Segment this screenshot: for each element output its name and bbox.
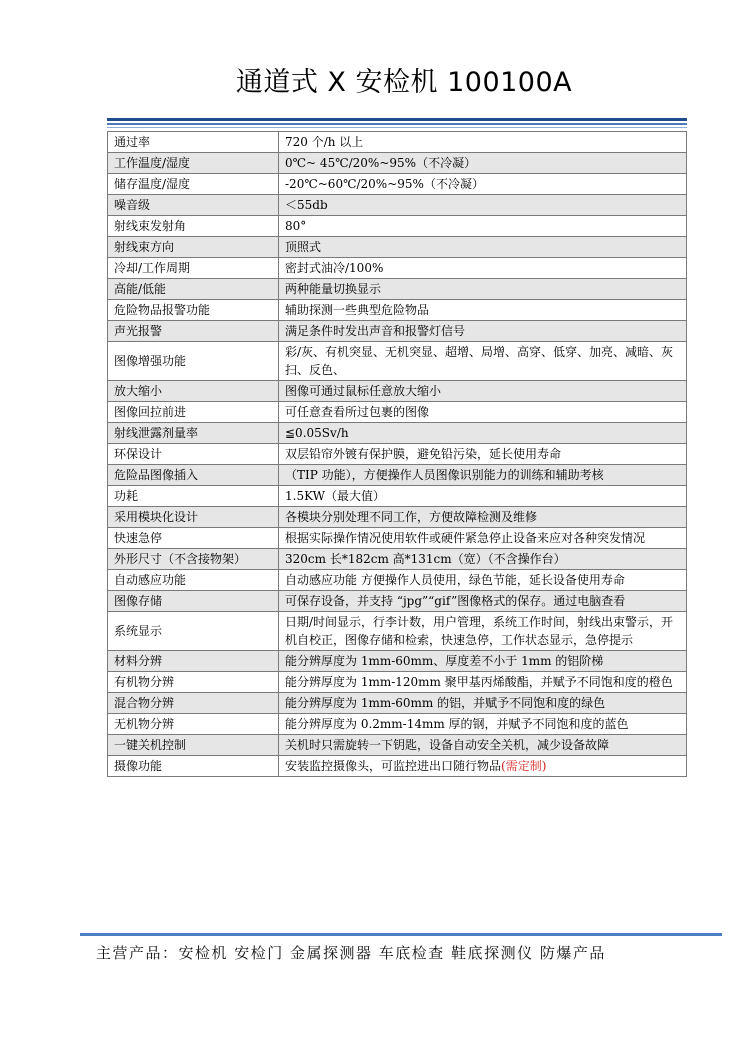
spec-value: [279, 279, 687, 300]
spec-value: [279, 300, 687, 321]
table-row: [108, 237, 687, 258]
spec-label: 自动感应功能: [108, 570, 279, 591]
table-row: [108, 132, 687, 153]
spec-value-text: 图像可通过鼠标任意放大缩小: [285, 384, 442, 398]
spec-label: 射线束发射角: [108, 216, 279, 237]
spec-value: [279, 153, 687, 174]
table-row: [108, 174, 687, 195]
spec-value: [279, 486, 687, 507]
table-row: [108, 714, 687, 735]
spec-value-text: 可保存设备，并支持 “jpg”“gif”图像格式的保存。通过电脑查看: [285, 594, 626, 608]
spec-label: 有机物分辨: [108, 672, 279, 693]
spec-value: [279, 174, 687, 195]
spec-value-text: 能分辨厚度为 1mm-120mm 聚甲基丙烯酸酯，并赋予不同饱和度的橙色: [285, 675, 673, 689]
title-rule-3: [107, 127, 687, 128]
spec-value-text: 80°: [285, 219, 307, 233]
spec-value: [279, 321, 687, 342]
spec-value-text: 根据实际操作情况使用软件或硬件紧急停止设备来应对各种突发情况: [285, 531, 646, 545]
spec-label: 噪音级: [108, 195, 279, 216]
spec-label: 射线泄露剂量率: [108, 423, 279, 444]
spec-label: 危险品图像插入: [108, 465, 279, 486]
table-row: [108, 612, 687, 651]
spec-value-text: 能分辨厚度为 1mm-60mm、厚度差不小于 1mm 的铝阶梯: [285, 654, 604, 668]
spec-value: [279, 612, 687, 651]
spec-value: [279, 756, 687, 777]
spec-value: [279, 423, 687, 444]
spec-label: 储存温度/湿度: [108, 174, 279, 195]
spec-value: [279, 651, 687, 672]
spec-value-text: 满足条件时发出声音和报警灯信号: [285, 324, 466, 338]
title-rule: [107, 118, 687, 121]
table-row: [108, 216, 687, 237]
spec-value: [279, 591, 687, 612]
spec-label: 功耗: [108, 486, 279, 507]
spec-value: [279, 132, 687, 153]
spec-value: [279, 714, 687, 735]
table-row: [108, 465, 687, 486]
spec-value: [279, 693, 687, 714]
spec-value: [279, 342, 687, 381]
spec-value-text: 辅助探测一些典型危险物品: [285, 303, 430, 317]
table-row: [108, 549, 687, 570]
spec-value-text: 双层铅帘外镀有保护膜，避免铅污染，延长使用寿命: [285, 447, 562, 461]
spec-value-text: 能分辨厚度为 0.2mm-14mm 厚的钢，并赋予不同饱和度的蓝色: [285, 717, 629, 731]
table-row: [108, 258, 687, 279]
table-row: [108, 342, 687, 381]
spec-label: 放大缩小: [108, 381, 279, 402]
spec-table: [107, 131, 687, 777]
spec-value-text: 各模块分别处理不同工作，方便故障检测及维修: [285, 510, 538, 524]
spec-value: [279, 381, 687, 402]
spec-value-text: ≦0.05Sv/h: [285, 426, 349, 440]
table-row: [108, 570, 687, 591]
custom-order-note: (需定制): [501, 759, 547, 773]
spec-label: 射线束方向: [108, 237, 279, 258]
spec-label: 系统显示: [108, 612, 279, 651]
spec-label: 采用模块化设计: [108, 507, 279, 528]
footer-products: 主营产品：安检机 安检门 金属探测器 车底检查 鞋底探测仪 防爆产品: [96, 944, 606, 962]
table-row: [108, 300, 687, 321]
table-row: [108, 693, 687, 714]
table-row: [108, 402, 687, 423]
table-row: [108, 756, 687, 777]
spec-value: [279, 195, 687, 216]
spec-value: [279, 237, 687, 258]
table-row: [108, 591, 687, 612]
spec-label: 声光报警: [108, 321, 279, 342]
spec-value-text: 密封式油冷/100%: [285, 261, 384, 275]
spec-value-text: 日期/时间显示，行李计数，用户管理，系统工作时间，射线出束警示，开机自校正，图像存储和检索，快速急停，工作状态显示，急停提示: [285, 615, 674, 647]
table-row: [108, 279, 687, 300]
spec-value: [279, 570, 687, 591]
spec-label: 图像回拉前进: [108, 402, 279, 423]
spec-value-text: 能分辨厚度为 1mm-60mm 的铝，并赋予不同饱和度的绿色: [285, 696, 606, 710]
spec-value-text: 彩/灰、有机突显、无机突显、超增、局增、高穿、低穿、加亮、减暗、灰扫、反色、: [285, 345, 674, 377]
table-row: [108, 153, 687, 174]
spec-value-text: 320cm 长*182cm 高*131cm（宽）（不含操作台）: [285, 552, 566, 566]
spec-label: 通过率: [108, 132, 279, 153]
spec-label: 快速急停: [108, 528, 279, 549]
spec-label: 冷却/工作周期: [108, 258, 279, 279]
spec-label: 工作温度/湿度: [108, 153, 279, 174]
spec-value: [279, 465, 687, 486]
table-row: [108, 195, 687, 216]
table-row: [108, 528, 687, 549]
spec-value-text: 关机时只需旋转一下钥匙，设备自动安全关机，减少设备故障: [285, 738, 610, 752]
table-row: [108, 651, 687, 672]
spec-label: 环保设计: [108, 444, 279, 465]
spec-value: [279, 735, 687, 756]
spec-value: [279, 444, 687, 465]
spec-value-text: 1.5KW（最大值）: [285, 489, 385, 503]
spec-value-text: -20℃~60℃/20%~95%（不冷凝）: [285, 177, 484, 191]
table-row: [108, 735, 687, 756]
spec-label: 材料分辨: [108, 651, 279, 672]
spec-value-text: 自动感应功能 方便操作人员使用，绿色节能，延长设备使用寿命: [285, 573, 625, 587]
table-row: [108, 672, 687, 693]
spec-value-text: 720 个/h 以上: [285, 135, 364, 149]
table-row: [108, 486, 687, 507]
page-title: 通道式 X 安检机 100100A: [235, 67, 573, 98]
spec-value-text: 可任意查看所过包裹的图像: [285, 405, 430, 419]
spec-value: [279, 549, 687, 570]
spec-value: [279, 507, 687, 528]
spec-value: [279, 528, 687, 549]
spec-label: 危险物品报警功能: [108, 300, 279, 321]
table-row: [108, 423, 687, 444]
spec-value-text: 0℃~ 45℃/20%~95%（不冷凝）: [285, 156, 477, 170]
table-row: [108, 444, 687, 465]
title-rule-2: [107, 123, 687, 125]
spec-value: [279, 258, 687, 279]
spec-value: [279, 402, 687, 423]
spec-label: 摄像功能: [108, 756, 279, 777]
table-row: [108, 507, 687, 528]
spec-value-text: （TIP 功能），方便操作人员图像识别能力的训练和辅助考核: [285, 468, 604, 482]
spec-value-text: 两种能量切换显示: [285, 282, 382, 296]
spec-label: 图像存储: [108, 591, 279, 612]
spec-value-text: 安装监控摄像头，可监控进出口随行物品: [285, 759, 502, 773]
spec-label: 无机物分辨: [108, 714, 279, 735]
spec-value-text: 顶照式: [285, 240, 322, 254]
footer-rule: [80, 933, 722, 936]
spec-label: 外形尺寸（不含接物架）: [108, 549, 279, 570]
spec-label: 图像增强功能: [108, 342, 279, 381]
spec-label: 高能/低能: [108, 279, 279, 300]
table-row: [108, 381, 687, 402]
spec-label: 一键关机控制: [108, 735, 279, 756]
spec-value: [279, 216, 687, 237]
spec-value: [279, 672, 687, 693]
spec-value-text: ＜55db: [285, 198, 328, 212]
spec-label: 混合物分辨: [108, 693, 279, 714]
table-row: [108, 321, 687, 342]
